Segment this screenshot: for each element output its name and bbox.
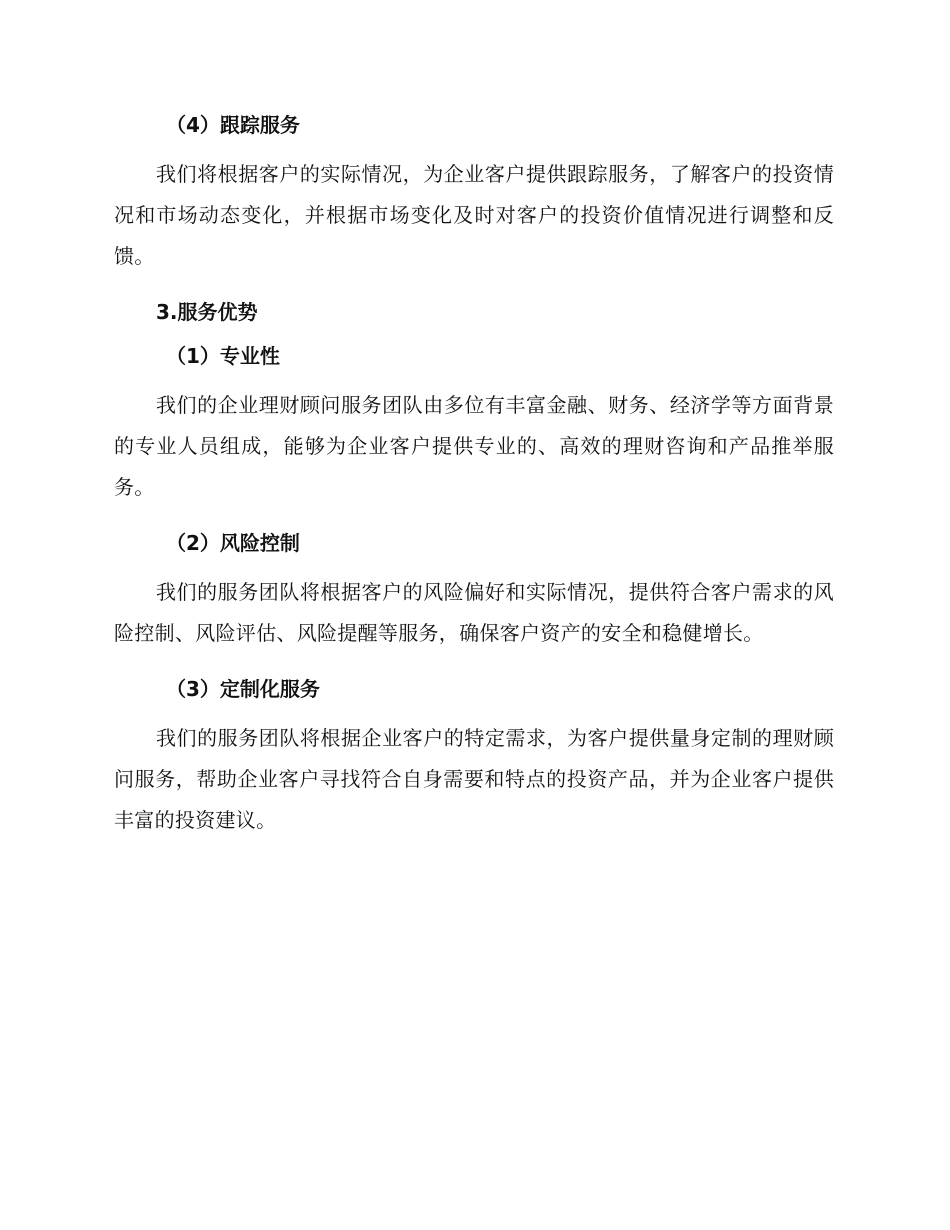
heading-professionalism: （1）专业性 (166, 344, 280, 368)
heading-service-advantages: 3.服务优势 (156, 300, 258, 324)
heading-customized-service: （3）定制化服务 (166, 677, 320, 701)
document-body (114, 110, 834, 841)
heading-tracking-service: （4）跟踪服务 (166, 113, 300, 137)
paragraph-tracking-service: 我们将根据客户的实际情况，为企业客户提供跟踪服务，了解客户的投资情况和市场动态变化，并根据市场变化及时对客户的投资价值情况进行调整和反馈。 (114, 162, 834, 268)
paragraph-risk-control: 我们的服务团队将根据客户的风险偏好和实际情况，提供符合客户需求的风险控制、风险评估、风险提醒等服务，确保客户资产的安全和稳健增长。 (114, 580, 834, 645)
paragraph-professionalism: 我们的企业理财顾问服务团队由多位有丰富金融、财务、经济学等方面背景的专业人员组成，能够为企业客户提供专业的、高效的理财咨询和产品推举服务。 (114, 393, 834, 499)
paragraph-customized-service: 我们的服务团队将根据企业客户的特定需求，为客户提供量身定制的理财顾问服务，帮助企业客户寻找符合自身需要和特点的投资产品，并为企业客户提供丰富的投资建议。 (114, 726, 834, 832)
heading-risk-control: （2）风险控制 (166, 531, 300, 555)
